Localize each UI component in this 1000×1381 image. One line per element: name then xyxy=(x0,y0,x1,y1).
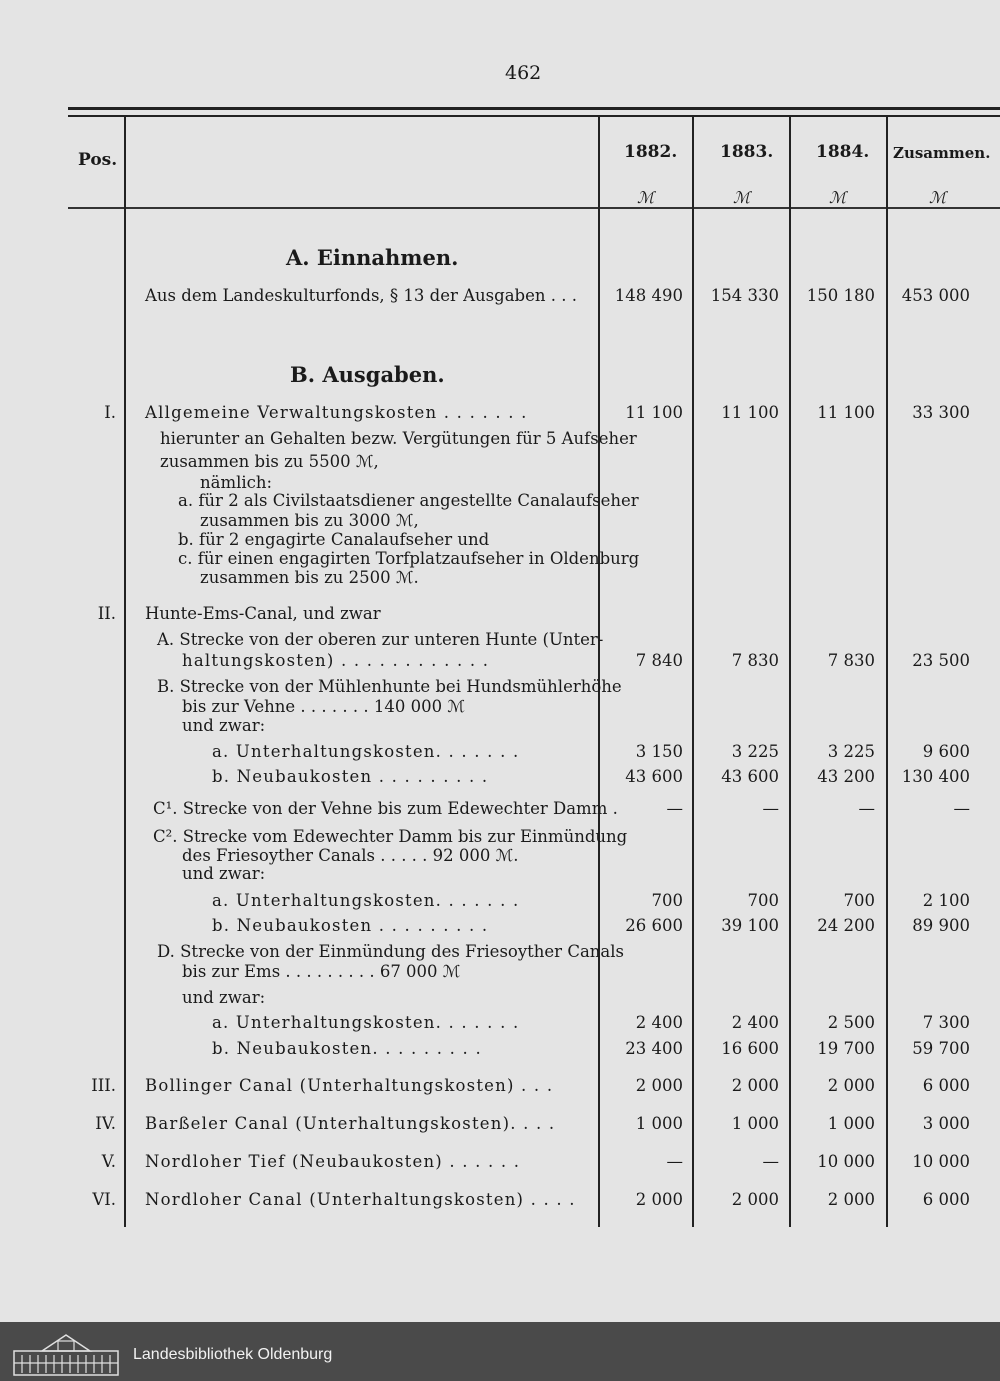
row-II-C2-b-label: b. Neubaukosten . . . . . . . . . xyxy=(212,916,489,935)
row-I-note-1: hierunter an Gehalten bezw. Vergütungen für 5 Aufseher xyxy=(160,429,637,448)
row-II-B-a-label: a. Unterhaltungskosten. . . . . . . xyxy=(212,742,520,761)
header-year-1883: 1883. xyxy=(720,142,774,162)
row-II-D-1: D. Strecke von der Einmündung des Friesoyther Canals xyxy=(157,942,624,961)
row-II-C1-1882: — xyxy=(666,799,683,818)
row-II-B-a-1883: 3 225 xyxy=(731,742,779,761)
row-III-1884: 2 000 xyxy=(827,1076,875,1095)
row-II-C2-b-1884: 24 200 xyxy=(817,916,875,935)
row-II-C1-label: C¹. Strecke von der Vehne bis zum Edewechter Damm . xyxy=(153,799,618,818)
column-divider-pos xyxy=(124,117,126,1227)
row-II-D-b-1884: 19 700 xyxy=(817,1039,875,1058)
row-II-D-a-label: a. Unterhaltungskosten. . . . . . . xyxy=(212,1013,520,1032)
row-II-C2-a-1884: 700 xyxy=(843,891,875,910)
pos-V: V. xyxy=(101,1152,116,1171)
row-I-note-2: zusammen bis zu 5500 ℳ, xyxy=(160,452,379,471)
row-II-C2-2: des Friesoyther Canals . . . . . 92 000 ℳ. xyxy=(182,846,519,865)
row-I-c-2: zusammen bis zu 2500 ℳ. xyxy=(200,568,419,587)
row-II-label: Hunte-Ems-Canal, und zwar xyxy=(145,604,381,623)
row-II-C2-a-total: 2 100 xyxy=(922,891,970,910)
row-IV-1884: 1 000 xyxy=(827,1114,875,1133)
column-divider-total xyxy=(886,117,888,1227)
header-year-1884: 1884. xyxy=(816,142,870,162)
row-II-B-b-1884: 43 200 xyxy=(817,767,875,786)
column-divider-1882 xyxy=(598,117,600,1227)
row-III-1883: 2 000 xyxy=(731,1076,779,1095)
row-II-C1-total: — xyxy=(953,799,970,818)
row-II-D-a-1883: 2 400 xyxy=(731,1013,779,1032)
row-II-C2-1: C². Strecke vom Edewechter Damm bis zur Einmündung xyxy=(153,827,628,846)
row-VI-1882: 2 000 xyxy=(635,1190,683,1209)
row-II-A-total: 23 500 xyxy=(912,651,970,670)
row-II-D-b-1882: 23 400 xyxy=(625,1039,683,1058)
row-II-B-1: B. Strecke von der Mühlenhunte bei Hundsmühlerhöhe xyxy=(157,677,622,696)
pos-II: II. xyxy=(97,604,116,623)
row-II-B-b-label: b. Neubaukosten . . . . . . . . . xyxy=(212,767,489,786)
income-1883: 154 330 xyxy=(710,286,779,305)
row-II-D-3: und zwar: xyxy=(182,988,266,1007)
row-I-a-1: a. für 2 als Civilstaatsdiener angestellte Canalaufseher xyxy=(178,491,639,510)
top-rule xyxy=(68,107,1000,110)
row-II-C2-b-1882: 26 600 xyxy=(625,916,683,935)
row-II-D-2: bis zur Ems . . . . . . . . . 67 000 ℳ xyxy=(182,962,461,981)
income-1884: 150 180 xyxy=(806,286,875,305)
row-II-B-b-1882: 43 600 xyxy=(625,767,683,786)
pos-I: I. xyxy=(104,403,116,422)
column-divider-1883 xyxy=(692,117,694,1227)
row-I-1884: 11 100 xyxy=(817,403,875,422)
pos-III: III. xyxy=(91,1076,116,1095)
header-year-1882: 1882. xyxy=(624,142,678,162)
row-II-C1-1883: — xyxy=(762,799,779,818)
row-III-total: 6 000 xyxy=(922,1076,970,1095)
row-II-D-a-1882: 2 400 xyxy=(635,1013,683,1032)
row-II-C1-1884: — xyxy=(858,799,875,818)
row-VI-label: Nordloher Canal (Unterhaltungskosten) . . . . xyxy=(145,1190,576,1209)
row-I-c-1: c. für einen engagirten Torfplatzaufseher in Oldenburg xyxy=(178,549,640,568)
row-VI-total: 6 000 xyxy=(922,1190,970,1209)
row-I-a-2: zusammen bis zu 3000 ℳ, xyxy=(200,511,419,530)
row-II-D-b-1883: 16 600 xyxy=(721,1039,779,1058)
row-I-note-3: nämlich: xyxy=(200,473,273,492)
row-V-1882: — xyxy=(666,1152,683,1171)
unit-1882: ℳ xyxy=(637,188,655,207)
income-total: 453 000 xyxy=(901,286,970,305)
row-V-total: 10 000 xyxy=(912,1152,970,1171)
row-II-C2-a-1882: 700 xyxy=(651,891,683,910)
pos-VI: VI. xyxy=(92,1190,116,1209)
column-divider-1884 xyxy=(789,117,791,1227)
row-II-C2-3: und zwar: xyxy=(182,864,266,883)
row-II-B-a-1884: 3 225 xyxy=(827,742,875,761)
row-II-D-b-total: 59 700 xyxy=(912,1039,970,1058)
row-II-D-a-total: 7 300 xyxy=(922,1013,970,1032)
row-III-1882: 2 000 xyxy=(635,1076,683,1095)
row-V-1883: — xyxy=(762,1152,779,1171)
section-b-title: B. Ausgaben. xyxy=(290,362,445,387)
row-II-A-1882: 7 840 xyxy=(635,651,683,670)
row-II-B-3: und zwar: xyxy=(182,716,266,735)
row-II-A-1: A. Strecke von der oberen zur unteren Hunte (Unter- xyxy=(157,630,604,649)
income-label: Aus dem Landeskulturfonds, § 13 der Ausgaben . . . xyxy=(145,286,577,305)
header-total: Zusammen. xyxy=(893,144,991,162)
income-1882: 148 490 xyxy=(614,286,683,305)
row-II-B-2: bis zur Vehne . . . . . . . 140 000 ℳ xyxy=(182,697,465,716)
row-II-D-a-1884: 2 500 xyxy=(827,1013,875,1032)
unit-total: ℳ xyxy=(929,188,947,207)
row-II-D-b-label: b. Neubaukosten. . . . . . . . . xyxy=(212,1039,482,1058)
row-I-label: Allgemeine Verwaltungskosten . . . . . . . xyxy=(145,403,528,422)
row-II-B-a-1882: 3 150 xyxy=(635,742,683,761)
row-V-1884: 10 000 xyxy=(817,1152,875,1171)
pos-IV: IV. xyxy=(95,1114,116,1133)
row-I-1883: 11 100 xyxy=(721,403,779,422)
row-II-C2-b-1883: 39 100 xyxy=(721,916,779,935)
row-I-b: b. für 2 engagirte Canalaufseher und xyxy=(178,530,490,549)
row-IV-1882: 1 000 xyxy=(635,1114,683,1133)
library-building-icon xyxy=(12,1331,120,1377)
row-II-B-b-total: 130 400 xyxy=(901,767,970,786)
row-IV-label: Barßeler Canal (Unterhaltungskosten). . . . xyxy=(145,1114,556,1133)
row-IV-total: 3 000 xyxy=(922,1114,970,1133)
top-rule-thin xyxy=(68,115,1000,117)
page-number: 462 xyxy=(505,62,542,84)
row-II-A-2: haltungskosten) . . . . . . . . . . . . xyxy=(182,651,490,670)
row-II-A-1883: 7 830 xyxy=(731,651,779,670)
footer-library-name: Landesbibliothek Oldenburg xyxy=(133,1346,333,1363)
section-a-title: A. Einnahmen. xyxy=(286,245,459,270)
row-II-A-1884: 7 830 xyxy=(827,651,875,670)
row-II-C2-a-label: a. Unterhaltungskosten. . . . . . . xyxy=(212,891,520,910)
unit-1884: ℳ xyxy=(829,188,847,207)
row-II-B-b-1883: 43 600 xyxy=(721,767,779,786)
row-III-label: Bollinger Canal (Unterhaltungskosten) . . . xyxy=(145,1076,554,1095)
row-II-B-a-total: 9 600 xyxy=(922,742,970,761)
header-pos: Pos. xyxy=(78,150,118,170)
row-IV-1883: 1 000 xyxy=(731,1114,779,1133)
row-II-C2-b-total: 89 900 xyxy=(912,916,970,935)
row-I-1882: 11 100 xyxy=(625,403,683,422)
row-V-label: Nordloher Tief (Neubaukosten) . . . . . . xyxy=(145,1152,521,1171)
row-II-C2-a-1883: 700 xyxy=(747,891,779,910)
header-rule xyxy=(68,207,1000,209)
row-VI-1883: 2 000 xyxy=(731,1190,779,1209)
row-VI-1884: 2 000 xyxy=(827,1190,875,1209)
unit-1883: ℳ xyxy=(733,188,751,207)
row-I-total: 33 300 xyxy=(912,403,970,422)
